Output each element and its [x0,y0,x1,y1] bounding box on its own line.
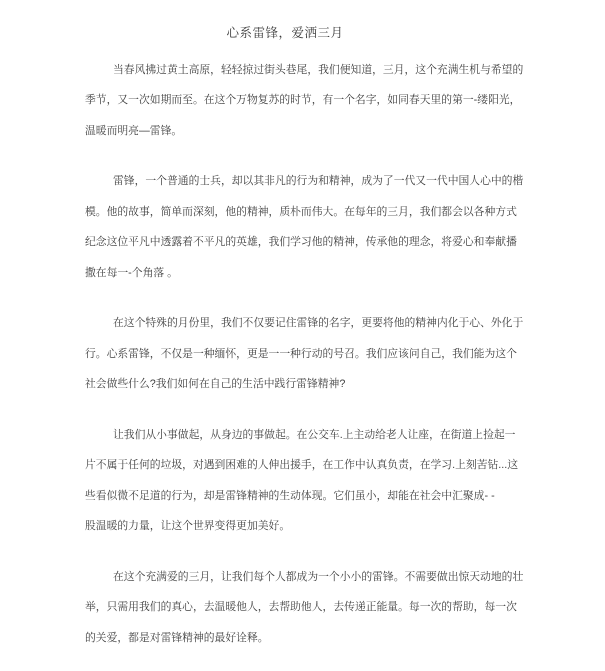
paragraph-2 [85,166,605,288]
text-line: 让我们从小事做起，从身边的事做起。在公交车.上主动给老人让座，在街道上捡起一 [113,428,516,441]
text-line: 温暖而明亮—雷锋。 [85,124,183,137]
text-line: 雷锋，一个普通的士兵，却以其非凡的行为和精神，成为了一代又一代中国人心中的楷 [113,175,524,187]
paragraph-5 [85,562,605,654]
text-line: 纪念这位平凡中透露着不平凡的英雄，我们学习他的精神，传承他的理念，将爱心和奉献播 [85,236,517,248]
paragraph-1 [85,55,605,147]
text-line: 行。心系雷锋，不仅是一种缅怀，更是一一种行动的号召。我们应该问自己，我们能为这个 [85,347,517,360]
text-line: 些看似微不足道的行为，却是雷锋精神的生动体现。它们虽小，却能在社会中汇聚成- - [85,489,495,502]
text-line: 的关爱，都是对雷锋精神的最好诠释。 [85,631,269,644]
text-line: 当春风拂过黄土高原，轻轻掠过街头巷尾，我们便知道，三月，这个充满生机与希望的 [113,63,524,76]
text-line: 撒在每一-个角落 。 [85,266,178,279]
paragraph-4 [85,420,605,542]
text-line: 季节，又一次如期而至。在这个万物复苏的时节，有一个名字，如同春天里的第一-缕阳光， [85,94,521,106]
text-line: 在这个特殊的月份里，我们不仅要记住雷锋的名字，更要将他的精神内化于心、外化于 [113,317,524,329]
paragraph-3 [85,308,605,400]
text-line: 举，只需用我们的真心，去温暖他人，去帮助他人，去传递正能量。每一次的帮助，每一次 [85,601,517,613]
text-line: 股温暖的力量，让这个世界变得更加美好。 [85,520,291,532]
text-line: 在这个充满爱的三月，让我们每个人都成为一个小小的雷锋。不需要做出惊天动地的壮 [113,570,524,583]
text-line: 社会做些什么?我们如何在自己的生活中践行雷锋精神? [85,378,346,390]
text-line: 模。他的故事，简单而深刻，他的精神，质朴而伟大。在每年的三月，我们都会以各种方式 [85,205,517,218]
document-title: 心系雷锋，爱洒三月 [226,26,344,40]
text-line: 片不属于任何的垃圾，对遇到困难的人伸出援手，在工作中认真负责，在学习.上刻苦钻...这 [85,459,519,471]
